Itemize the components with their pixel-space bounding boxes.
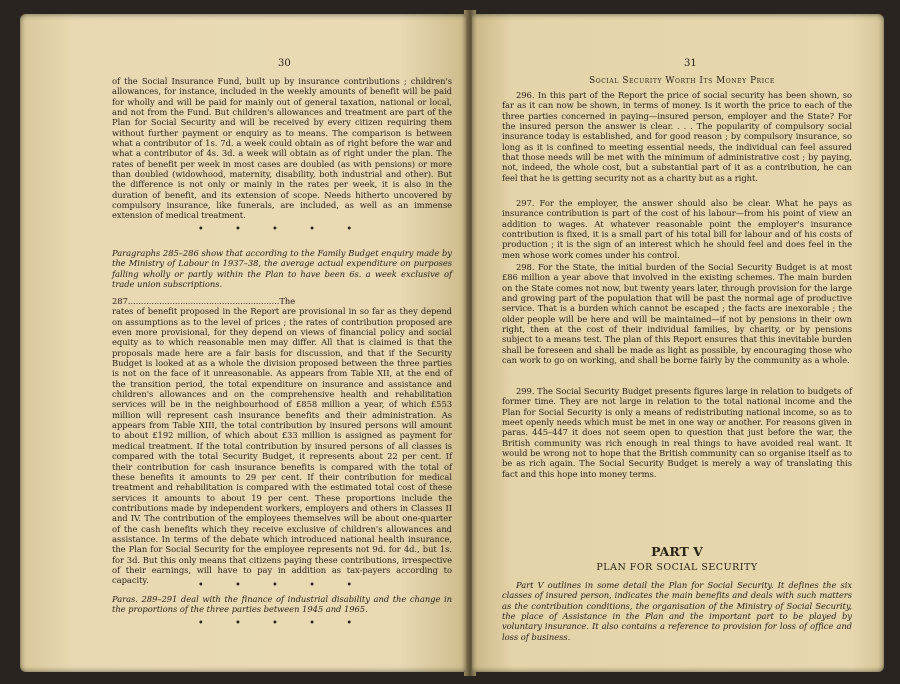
- part-title: PART V: [651, 544, 703, 559]
- leader-dots: ..........................................................The: [127, 296, 296, 306]
- paragraph-299: [502, 386, 852, 479]
- summary-paragraphs-285-286: [112, 248, 452, 289]
- paragraph-296: [502, 90, 852, 183]
- page-number-left: 30: [278, 58, 291, 69]
- paragraph-number: 287: [112, 296, 128, 306]
- summary-text: Paragraphs 285–286 show that according to the Family Budget enquiry made by the Ministry of Labour in 1937–38, the average actual expenditure on purposes falling wholly or partly within the Plan to have been 6s. a week exclusive of trade union subscriptions.: [112, 248, 452, 290]
- paragraph-text: 296. In this part of the Report the price of social security has been shown, so far as it can now be shown, in terms of money. Is it worth the price to each of the three parties concerned in paying—insured person, employer and the State? For the insured person the answer is clear. . . . The popularity of compulsory social insurance today is established, and for good reason ; by compulsory insurance, so long as it is confined to meeting essential needs, the individual can feel assured that those needs will be met with the minimum of administrative cost ; by paying, not, indeed, the whole cost, but a substantial part of it as a contribution, he can feel that he is getting security not as a charity but as a right.: [502, 90, 852, 183]
- left-page: [20, 14, 466, 672]
- right-page: [472, 14, 884, 672]
- part-subtitle: PLAN FOR SOCIAL SECURITY: [596, 562, 758, 573]
- paragraph-298: [502, 262, 852, 365]
- paragraph-continuation: [112, 76, 452, 221]
- summary-text: Paras. 289–291 deal with the finance of industrial disability and the change in the proportions of the three parties between 1945 and 1965.: [112, 594, 452, 615]
- running-head: Social Security Worth Its Money Price: [589, 76, 775, 86]
- summary-paragraphs-289-291: [112, 594, 452, 615]
- paragraph-text: 297. For the employer, the answer should also be clear. What he pays as insurance contribution is part of the cost of his labour—from his point of view an addition to wages. At whatever reasonable point the employer's insurance contribution is fixed, it is a small part of his total bill for labour and of his costs of production ; it is the sign of an interest which he should feel and does feel in the men whose work comes under his control.: [502, 198, 852, 260]
- paragraph-287: [112, 296, 452, 586]
- page-number-right: 31: [684, 58, 697, 69]
- book-spread: [14, 6, 886, 678]
- section-divider-stars: • • • • •: [197, 618, 367, 629]
- part-summary: [502, 580, 852, 642]
- paragraph-297: [502, 198, 852, 260]
- paragraph-text: 299. The Social Security Budget presents figures large in relation to budgets of former time. They are not large in relation to the total national income and the Plan for Social Security is only a means of redistributing national income, so as to meet openly needs which must be met in one way or another. For reasons given in paras. 445–447 it does not seem open to question that just before the war, the British community was rich enough in real things to have avoided real want. It would be wrong not to hope that the British community can so organise itself as to be as rich again. The Social Security Budget is merely a way of translating this fact and this hope into money terms.: [502, 386, 852, 479]
- summary-text: Part V outlines in some detail the Plan for Social Security. It defines the six classes of insured person, indicates the main benefits and deals with such matters as the contribution conditions, the organisation of the Ministry of Social Security, the place of Assistance in the Plan and the important part to be played by voluntary insurance. It also contains a reference to provision for loss of office and loss of business.: [502, 580, 852, 642]
- section-divider-stars: • • • • •: [197, 224, 367, 235]
- section-divider-stars: • • • • •: [197, 580, 367, 591]
- paragraph-text: 298. For the State, the initial burden of the Social Security Budget is at most £86 million a year above that involved in the existing schemes. The main burden on the State comes not now, but twenty years later, through provision for the large and growing part of the population that will be past the normal age of productive service. That is a burden which cannot be escaped ; the facts are inexorable ; the older people will be here and will be maintained—if not by pensions in their own right, then at the cost of their individual families, by charity, or by pensions subject to a means test. The plan of this Report ensures that this inevitable burden shall be foreseen and shall be made as light as possible, by encouraging those who can work to go on working, and shall be borne fairly by the community as a whole.: [502, 262, 852, 366]
- paragraph-text: of the Social Insurance Fund, built up by insurance contributions ; children's allowances, for instance, included in the weekly amounts of benefit will be paid for wholly and will be paid for mainly out of general taxation, national or local, and not from the Fund. But children's allowances and treatment are part of the Plan for Social Security and will be received by every citizen requiring them without further payment or enquiry as to means. The comparison is between what a contributor of 1s. 7d. a week could obtain as of right before the war and what a contributor of 4s. 3d. a week will obtain as of right under the plan. The rates of benefit per week in most cases are doubled (as with pensions) or more than doubled (widowhood, maternity, disability, both industrial and other). But the difference is not only or mainly in the rates per week, it is also in the duration of benefit, and its extension of scope. Needs hitherto uncovered by compulsory insurance, like funerals, are included, as well as an immense extension of medical treatment.: [112, 76, 452, 221]
- paragraph-text: rates of benefit proposed in the Report are provisional in so far as they depend on assumptions as to the level of prices ; the rates of contribution proposed are even more provisional, for they depend on views of financial policy and social equity as to which reasonable men may differ. All that is claimed is that the proposals made here are a fair basis for discussion, and that if the Security Budget is looked at as a whole the division proposed between the three parties is not on the face of it unreasonable. As appears from Table XII, at the end of the transition period, the total expenditure on insurance and assistance and children's allowances and on the comprehensive health and rehabilitation services will be in the neighbourhood of £858 million a year, of which £553 million will represent cash insurance benefits and their administration. As appears from Table XIII, the total contribution by insured persons will amount to about £192 million, of which about £33 million is assigned as payment for medical treatment. If the total contribution by insured persons of all classes is compared with the total Security Budget, it represents about 22 per cent. If their contribution for cash insurance benefits is compared with the total of these benefits it amounts to 29 per cent. If their contribution for medical treatment and rehabilitation is compared with the estimated total cost of these services it amounts to about 19 per cent. These proportions include the contributions made by independent workers, employers and others in Classes II and IV. The contribution of the employees themselves will be about one-quarter of the cash benefits which they receive exclusive of children's allowances and assistance. In terms of the debate which introduced national health insurance, the Plan for Social Security for the employee represents not 9d. for 4d., but 1s. for 3d. But this only means that citizens paying these contributions, irrespective of their earnings, will have to pay in addition as tax-payers according to capacity.: [112, 306, 452, 586]
